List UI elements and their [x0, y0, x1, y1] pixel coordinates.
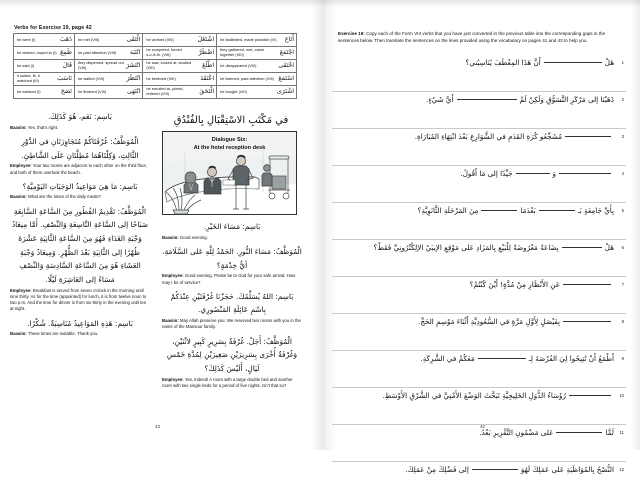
verbs-table-title: Verbs for Exercise 19, page 42 — [14, 25, 92, 31]
verb-english: he met (VIII) — [77, 36, 100, 42]
verb-arabic: اجْتَمَعَ — [279, 48, 294, 56]
verb-english: he listened, paid attention (VIII) — [220, 75, 274, 81]
speaker-label: Baasim: — [10, 331, 27, 337]
arabic-after: رُؤَسَاءُ الدُّوَلِ الخَلِيجِيَّةِ تَبَحَّثَ الوَضْعَ الأَمْنِيَّ في الشَّرْقِ الأَوْسَطِ. — [382, 391, 566, 400]
exercise-item[interactable] — [332, 314, 626, 351]
item-arabic — [334, 280, 614, 291]
verb-english: he disappeared (VIII) — [220, 62, 257, 68]
table-cell — [14, 34, 75, 47]
dialogue-english-text: Yes, indeed! A room with a large double bed and another room with two single beds for a period of five nights. Isn't that so? — [162, 376, 293, 388]
dialogue-english-text: These times are suitable. Thank you. — [26, 331, 99, 337]
page-number-left: 43 — [155, 424, 160, 429]
item-arabic — [334, 169, 614, 180]
dialogue-arabic: بَاسِم: نَعَم، هُوَ كَذَلِكَ. — [48, 112, 112, 121]
item-number: 12 — [619, 467, 624, 472]
verb-arabic: اضْطَرَّ — [198, 48, 215, 56]
table-cell — [74, 60, 142, 73]
verb-arabic: الْتَحَقَ — [199, 87, 215, 95]
item-number: 8 — [621, 319, 624, 324]
dialogue-arabic: بَاسِم: هَذِهِ المَوَاعِيدُ مُنَاسِبَةٌ. شُكْرًا. — [27, 318, 133, 328]
dialogue-english-text: May Allah preserve you. We reserved two rooms with you in the name of the Mansour family. — [162, 318, 301, 330]
exercise-item[interactable] — [332, 351, 626, 388]
answer-blank[interactable] — [472, 469, 518, 470]
item-number: 5 — [621, 208, 624, 213]
dialogue-arabic-heading: في مَكْتَبِ الاسْتِقْبَالِ بِالفُنْدُقِ — [173, 115, 289, 126]
table-cell — [143, 47, 217, 60]
picture-caption-line1: Dialogue Six: — [211, 137, 248, 143]
verb-english: he saw, looked at, studied (VIII) — [146, 60, 192, 70]
arabic-after: عَنِ الأَنْظَارِ مِنْ مُدَّةٍ! أَيْنَ كُنْتُمْ؟ — [469, 280, 560, 289]
arabic-before: وَ — [552, 169, 556, 178]
table-cell — [14, 73, 75, 86]
dialogue-arabic: بَاسِم: مَسَاءَ الخَيْرِ. — [203, 222, 261, 231]
dialogue-english-text: Yes, that's right. — [26, 124, 59, 130]
table-row — [14, 86, 297, 99]
exercise-item[interactable] — [332, 203, 626, 240]
speaker-label: Employee: — [10, 163, 32, 169]
speaker-label: Baasim: — [10, 194, 27, 200]
item-arabic — [334, 391, 614, 402]
item-arabic — [334, 95, 614, 106]
exercise-question-list — [332, 55, 626, 498]
verbs-table — [13, 33, 297, 99]
table-cell — [143, 86, 217, 99]
verb-english: he facilitated, made possible (IV) — [220, 36, 277, 42]
answer-blank-2[interactable] — [516, 173, 550, 174]
verb-arabic: اعْتَقَدَ — [200, 74, 215, 82]
exercise-item[interactable] — [332, 240, 626, 277]
table-cell — [217, 73, 297, 86]
answer-blank[interactable] — [544, 62, 602, 63]
item-number: 2 — [621, 97, 624, 102]
dialogue-english — [10, 194, 150, 200]
dialogue-column-left — [10, 108, 150, 342]
right-page — [320, 0, 640, 474]
exercise-instructions — [338, 31, 620, 45]
verb-english: he advised (I) — [17, 88, 41, 94]
dialogue-english — [10, 163, 150, 175]
answer-blank[interactable] — [556, 432, 602, 433]
dialogue-arabic: الْمُوَظَّفُ: أَجَلْ. غُرْفَةٌ بِسَرِيرٍ كَبِيرٍ لاثْنَيْنِ، وَغُرْفَةٌ أُخْرَى بِسَرِيرَيْنِ صَغِيرَيْنِ لِمُدَّةِ خَمْسِ لَيَالٍ، أَلَيْسَ كَذَلِكَ؟ — [166, 336, 298, 373]
exercise-item[interactable] — [332, 388, 626, 425]
item-number: 7 — [621, 282, 624, 287]
dialogue-english — [162, 273, 302, 285]
dialogue-arabic: بَاسِم: مَا هِيَ مَوَاعِيدُ الوَجَبَاتِ اليَوْمِيَّةِ؟ — [22, 181, 138, 191]
verb-english: he competed, forced s.o./s.th. (VIII) — [146, 47, 182, 57]
answer-blank[interactable] — [569, 395, 611, 396]
exercise-item[interactable] — [332, 166, 626, 203]
speaker-label: Baasim: — [162, 318, 179, 324]
answer-blank[interactable] — [563, 284, 611, 285]
table-cell — [143, 73, 217, 86]
table-row — [14, 34, 297, 47]
answer-blank[interactable] — [563, 321, 611, 322]
dialogue-english-text: Your two rooms are adjacent to each other on the third floor, and both of them overlook the beach. — [10, 163, 147, 175]
answer-blank[interactable] — [565, 136, 611, 137]
table-cell — [74, 34, 142, 47]
verb-arabic: اشْتَرَى — [276, 87, 294, 95]
verb-english: he bought (VIII) — [220, 88, 247, 94]
verb-arabic: اطَّلَعَ — [202, 61, 215, 69]
table-cell — [14, 60, 75, 73]
arabic-before: النُّصْحُ بِالمُوَاظَبَةِ عَلى عَمَلِكَ لَهُوَ — [520, 465, 614, 474]
verb-english: he enrolled at, joined, entered (VIII) — [146, 86, 184, 96]
dialogue-english — [10, 331, 150, 337]
arabic-before: لَمَّا — [605, 428, 614, 437]
table-row — [14, 73, 297, 86]
verb-english: he wished, hoped to (I) — [17, 49, 57, 55]
item-arabic — [334, 317, 614, 328]
exercise-item[interactable] — [332, 277, 626, 314]
verb-english: it suited, fit, it matched (III) — [17, 73, 40, 83]
item-number: 9 — [621, 356, 624, 361]
item-number: 1 — [621, 60, 624, 65]
arabic-after: أَيَّ شَيْءٍ. — [425, 95, 454, 104]
dialogue-english — [162, 235, 302, 241]
answer-blank[interactable] — [562, 247, 602, 248]
item-number: 3 — [621, 134, 624, 139]
table-cell — [74, 73, 142, 86]
arabic-after: مَعَكُمْ في الشَّرِكَةِ. — [420, 354, 475, 363]
table-cell — [143, 60, 217, 73]
arabic-after: مُشَجِّعُو كُرَةِ القَدَمِ في الشَّوَارِعِ بَعْدَ انْتِهَاءِ المُبَارَاةِ. — [414, 132, 562, 141]
table-cell — [217, 60, 297, 73]
verb-arabic: أَتَاحَ — [284, 35, 294, 43]
arabic-after: عَلى مَضْمُونِ التَّقْرِيرِ بَعْدُ. — [479, 428, 554, 437]
arabic-before: أَطْمَعُ أَنْ تُتِيحُوا لِيَ الفُرْصَةَ لِـ — [528, 354, 614, 363]
dialogue-illustration — [162, 131, 297, 215]
dialogue-english-text: Breakfast is served from seven o'clock in the morning until nine thirty. As for the time (appointed) for lunch, it is from twelve noon to two p.m. And the time for dinner is from six-thirty in the evening until ten at night. — [10, 287, 147, 312]
picture-caption — [163, 137, 296, 152]
arabic-after: جَيِّدًا إلى مَا أَقُولُ. — [460, 169, 513, 178]
verb-arabic: اسْتَمَعَ — [278, 74, 294, 82]
verb-english: he waited (VIII) — [77, 75, 105, 81]
exercise-item[interactable] — [332, 462, 626, 498]
item-number: 6 — [621, 245, 624, 250]
verb-arabic: الْتَقَى — [126, 35, 141, 43]
verb-english: they dispersed, spread out (VIII) — [77, 60, 124, 70]
dialogue-english — [162, 377, 302, 389]
picture-caption-line2: At the hotel reception desk — [193, 144, 266, 151]
verb-arabic: نَصَحَ — [60, 87, 72, 95]
speaker-label: Employee: — [162, 273, 184, 279]
table-row — [14, 47, 297, 60]
exercise-instruction-text: Copy each of the Form VIII verbs that you have just converted in the previous table into the corresponding gaps in the sentences below. Then translate the sentences on the lines provided using the vocabulary on pages 41 and 43 to help you. — [338, 31, 606, 43]
verb-english: he believed (VIII) — [146, 75, 176, 81]
verb-arabic: ذَهَبَ — [59, 35, 72, 43]
exercise-label: Exercise 19: — [338, 31, 365, 36]
verb-arabic: طَمِعَ — [60, 48, 72, 56]
arabic-after: إلى فَضْلِكَ مِنْ عَمَلِكَ. — [405, 465, 469, 474]
verb-english: he finished (VIII) — [77, 88, 107, 94]
dialogue-english-text: Good evening. Praise be to God for your safe arrival. How may I be of service? — [162, 273, 296, 285]
verb-english: he said (I) — [17, 62, 35, 68]
verb-arabic: قَالَ — [62, 61, 72, 69]
table-cell — [217, 47, 297, 60]
arabic-before: ذَهَبْنَا إلى مَرْكَزِ التَّسَوُّقِ وَلَكِنْ لَمْ — [519, 95, 614, 104]
dialogue-column-right — [162, 218, 302, 393]
verb-arabic: انْتَهَى — [127, 87, 141, 95]
speaker-label: Baasim: — [162, 234, 179, 240]
verb-english: he paid attention (VIII) — [77, 49, 117, 55]
dialogue-english-text: What are the times of the daily meals? — [26, 194, 101, 200]
left-page — [0, 0, 320, 450]
dialogue-english — [10, 288, 150, 313]
answer-blank[interactable] — [457, 99, 517, 100]
table-cell — [217, 86, 297, 99]
verb-arabic: انْتَبَهَ — [129, 48, 141, 56]
answer-blank-2[interactable] — [481, 210, 517, 211]
speaker-label: Employee: — [10, 287, 32, 293]
dialogue-english — [10, 125, 150, 131]
arabic-before: هَلْ — [604, 243, 614, 252]
table-cell — [74, 47, 142, 60]
verb-arabic: انْتَظَرَ — [126, 74, 141, 82]
arabic-before: بِأَيِّ جَامِعَةٍ بَـ — [577, 206, 614, 215]
table-cell — [143, 34, 217, 47]
exercise-item[interactable] — [332, 92, 626, 129]
item-number: 4 — [621, 171, 624, 176]
item-arabic — [334, 354, 614, 365]
verb-english: they gathered, met, came together (VIII) — [220, 47, 265, 57]
arabic-before: هَلْ — [604, 58, 614, 67]
page-number-right: 42 — [480, 424, 485, 429]
dialogue-arabic: الْمُوَظَّفُ: غُرْفَتَاكُمْ مُتَجَاوِرَتَانِ في الدَّوْرِ الثَّالِثِ، وَكِلْتَاهُمَا مُطِلَّتَانِ عَلَى الشَّاطِئِ. — [21, 136, 139, 160]
table-cell — [217, 34, 297, 47]
speaker-label: Employee: — [162, 376, 184, 382]
item-arabic — [334, 428, 614, 439]
exercise-item[interactable] — [332, 55, 626, 92]
item-arabic — [334, 58, 614, 69]
item-arabic — [334, 132, 614, 143]
item-number: 11 — [619, 430, 624, 435]
exercise-item[interactable] — [332, 425, 626, 462]
arabic-after: مِنَ المَرْحَلَةِ الثَّانَوِيَّةِ؟ — [417, 206, 479, 215]
verb-arabic: نَاسَبَ — [57, 74, 72, 82]
dialogue-english — [162, 318, 302, 330]
item-arabic — [334, 465, 614, 476]
table-cell — [74, 86, 142, 99]
verb-arabic: انْتَشَرَ — [126, 61, 141, 69]
dialogue-arabic: الْمُوَظَّفُ: تَقْدِيمُ الفُطُورِ مِنَ السَّاعَةِ السَّابِعَةِ صَبَاحًا إلى السَّاعَةِ التَّاسِعَةِ وَالنِّصْفِ. أَمَّا مِيعَادُ وَجْبَةِ الغَدَاءِ فَهُوَ مِنَ السَّاعَةِ الثَّانِيَةِ عَشْرَةَ ظُهْرًا إلى الثَّانِيَةِ بَعْدَ الظُّهْرِ. وَمِيعَادُ وَجْبَةِ العَشَاءِ هُوَ مِنَ السَّاعَةِ السَّادِسَةِ وَالنِّصْفِ مَسَاءً إلى العَاشِرَةِ لَيْلًا. — [11, 206, 149, 285]
dialogue-arabic: الْمُوَظَّفُ: مَسَاءَ النُّورِ. الحَمْدُ لِلَّهِ عَلى السَّلَامَةِ. أيُّ خِدْمَةٍ؟ — [162, 246, 302, 270]
arabic-after: أَنَّ هَذَا المِعْطَفَ يُنَاسِبُني؟ — [465, 58, 541, 67]
item-arabic — [334, 243, 614, 254]
arabic-after: بِضَاعَةٌ مَعْرُوضَةٌ لِلْبَيْعِ بِالمَزَادِ عَلى مَوْقِعِ الإيبَيْ الإلِكْتْرُونِيِّ فَقَطْ؟ — [373, 243, 559, 252]
item-arabic — [334, 206, 614, 217]
arabic-after: بِفَيْصَلٍ لِأَوَّلِ مَرَّةٍ في السُّعُودِيَّةِ أَثْنَاءَ مَوْسِمِ الحَجِّ. — [418, 317, 560, 326]
arabic-mid: بَعْدَمَا — [520, 206, 536, 215]
dialogue-arabic: بَاسِم: اللهُ يُسَلِّمُكَ. حَجَزْنَا غُرْفَتَيْنِ عِنْدَكُمْ بِاسْمِ عَائِلَةِ المَنْصُورِي. — [170, 291, 294, 315]
answer-blank[interactable] — [478, 358, 526, 359]
verb-arabic: اشْتَغَلَ — [197, 35, 215, 43]
verb-english: he worked (VIII) — [146, 36, 174, 42]
speaker-label: Baasim: — [10, 124, 27, 130]
table-cell — [14, 86, 75, 99]
verb-english: he went (I) — [17, 36, 36, 42]
item-number: 10 — [619, 393, 624, 398]
answer-blank[interactable] — [559, 173, 611, 174]
dialogue-english-text: Good evening. — [178, 234, 208, 240]
verb-arabic: اخْتَفَى — [278, 61, 294, 69]
answer-blank[interactable] — [539, 210, 575, 211]
table-row — [14, 60, 297, 73]
table-cell — [14, 47, 75, 60]
exercise-item[interactable] — [332, 129, 626, 166]
